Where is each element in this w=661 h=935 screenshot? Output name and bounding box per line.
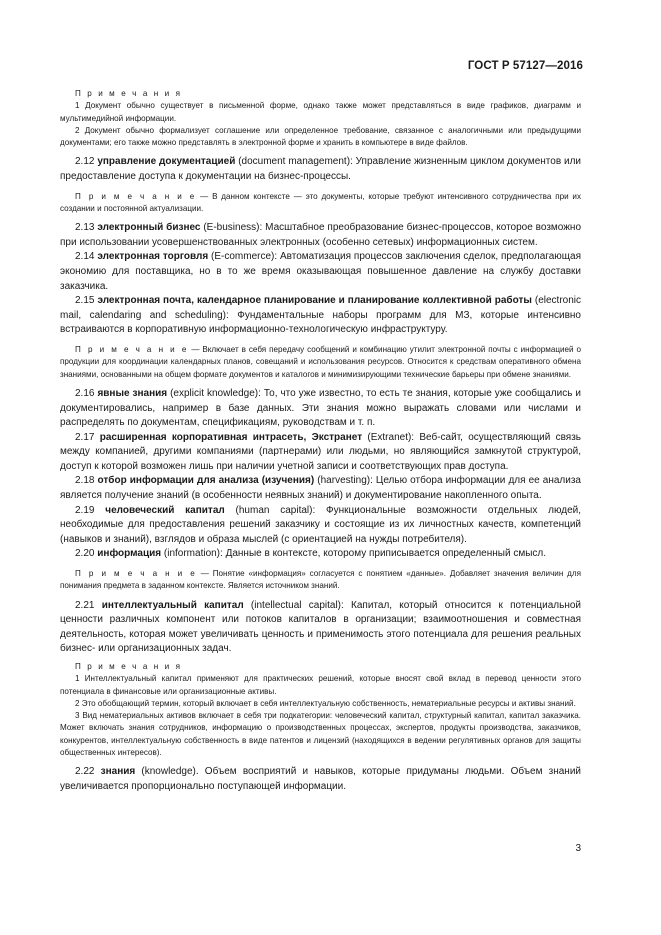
term-title: знания [100,766,136,778]
term-title: электронный бизнес [97,222,201,234]
term-2-17: 2.17 расширенная корпоративная интрасеть, Экстранет (Extranet): Веб-сайт, осуществляющий связь между компанией, другими компаниями (партнерами) или людьми, но являющийся замкнутой структурой, доступ к которой возможен лишь при наличии учетной записи и соответствующих прав доступа. [60,431,581,472]
note-item: П р и м е ч а н и е — Понятие «информация» согласуется с понятием «данные». Добавляет значения величин для понимания предмета в заданном контексте. Является источником знаний. [60,569,581,591]
note-label: П р и м е ч а н и е [75,345,189,355]
term-2-13: 2.13 электронный бизнес (E-business): Масштабное преобразование бизнес-процессов, которое возможно при использовании усовершенствованных электронных (особенно сетевых) информационных систем. [60,222,581,248]
term-title: электронная торговля [97,251,209,263]
note-label: П р и м е ч а н и е [75,569,197,579]
term-2-15: 2.15 электронная почта, календарное планирование и планирование коллективной работы (electronic mail, calendaring and scheduling): Фундаментальные наборы программ для МЗ, которые интенсивно встраиваются в корпоративную информационно-технологическую инфраструктуру. [60,295,581,336]
term-title: человеческий капитал [105,504,225,516]
note-item: 2 Это обобщающий термин, который включает в себя интеллектуальную собственность, нематериальные ресурсы и активы знаний. [75,698,576,708]
term-title: электронная почта, календарное планирование и планирование коллективной работы [97,295,532,307]
note-item: 2 Документ обычно формализует соглашение или определенное требование, связанное с аналогичными или предыдущими документами; его также можно представлять в электронной форме и хранить в компьютере в виде файлов. [60,125,581,148]
term-2-18: 2.18 отбор информации для анализа (изучения) (harvesting): Целью отбора информации для ее анализа является получение знаний (в особенности неявных знаний) и документирование накопленного опыта. [60,475,581,502]
notes-block [60,88,581,149]
note-item: 3 Вид нематериальных активов включает в себя три подкатегории: человеческий капитал, структурный капитал, капитал заказчика. Может включать знания сотрудников, информацию о производственных процессах, экспертов, продукты производства, заказчиков, конкурентов, интеллектуальную собственность в виде патентов и лицензий (находящихся в ведении регулятивных органов для защиты общественных интересов). [60,711,581,758]
term-2-19: 2.19 человеческий капитал (human capital): Функциональные возможности отдельных людей, необходимые для предоставления решений заказчику и состоящие из их личностных качеств, компетенций (навыков и знаний), взглядов и образа мыслей (с ориентацией на нужды потребителя). [60,504,581,545]
notes-block [60,661,581,759]
note-item: П р и м е ч а н и е — В данном контексте — это документы, которые требуют интенсивного сотрудничества при их создании и постоянной актуализации. [60,191,581,213]
term-2-16: 2.16 явные знания (explicit knowledge): То, что уже известно, то есть те знания, которые уже сообщались и документировались, например в базе данных. Эти знания можно выражать словами или числами и распределять по документам, спецификациям, руководствам и т. п. [60,387,581,429]
term-2-20: 2.20 информация (information): Данные в контексте, которому приписывается определенный смысл. [75,548,547,560]
term-2-22: 2.22 знания (knowledge). Объем восприятий и навыков, которые придуманы людьми. Объем знаний увеличивается пропорционально поступающей информации. [60,766,581,792]
term-title: явные знания [97,387,168,399]
note-label: П р и м е ч а н и е [75,191,197,201]
note-item: 1 Интеллектуальный капитал применяют для практических решений, которые вносят свой вклад в перевод ценности этого потенциала в финансовые или организационные активы. [60,674,581,696]
term-2-21: 2.21 интеллектуальный капитал (intellectual capital): Капитал, который относится к потенциальной ценности различных компонент или потоков капиталов в организации; взаимоотношения и совместная деятельность, которая может увеличивать ценность и применимость этого потенциала для решения реальных бизнес- или организационных задач. [60,599,581,655]
page-number: 3 [575,843,581,854]
notes-label: П р и м е ч а н и я [75,662,183,671]
term-title: управление документацией [97,156,236,168]
term-title: интеллектуальный капитал [101,599,244,611]
term-2-14: 2.14 электронная торговля (E-commerce): Автоматизация процессов заключения сделок, предполагающая экономию для поставщика, но в то же время оказывающая повышенное давление на службу доставки заказчика. [60,251,581,292]
note-block [60,568,581,593]
notes-label: П р и м е ч а н и я [75,89,183,98]
term-2-12: 2.12 управление документацией (document management): Управление жизненным циклом документов или предоставление доступа к документации на бизнес-процессы. [60,156,581,183]
note-block [60,344,581,381]
page-content [60,88,581,795]
standard-header: ГОСТ Р 57127—2016 [467,60,583,72]
term-title: информация [97,548,162,560]
term-title: отбор информации для анализа (изучения) [97,475,315,487]
note-item: П р и м е ч а н и е — Включает в себя передачу сообщений и комбинацию утилит электронной почты с информацией о продукции для координации календарных планов, совещаний и использования ресурсов. Относится к средствам оперативного обмена знаниями, основанными на общем формате документов и каталогов и минимизирующими технические барьеры при обмене знаниями. [60,345,581,379]
term-title: расширенная корпоративная интрасеть, Экстранет [99,431,363,443]
note-item: 1 Документ обычно существует в письменной форме, однако также может представляться в виде графиков, диаграмм и мультимедийной информации. [60,101,581,123]
note-block [60,191,581,216]
